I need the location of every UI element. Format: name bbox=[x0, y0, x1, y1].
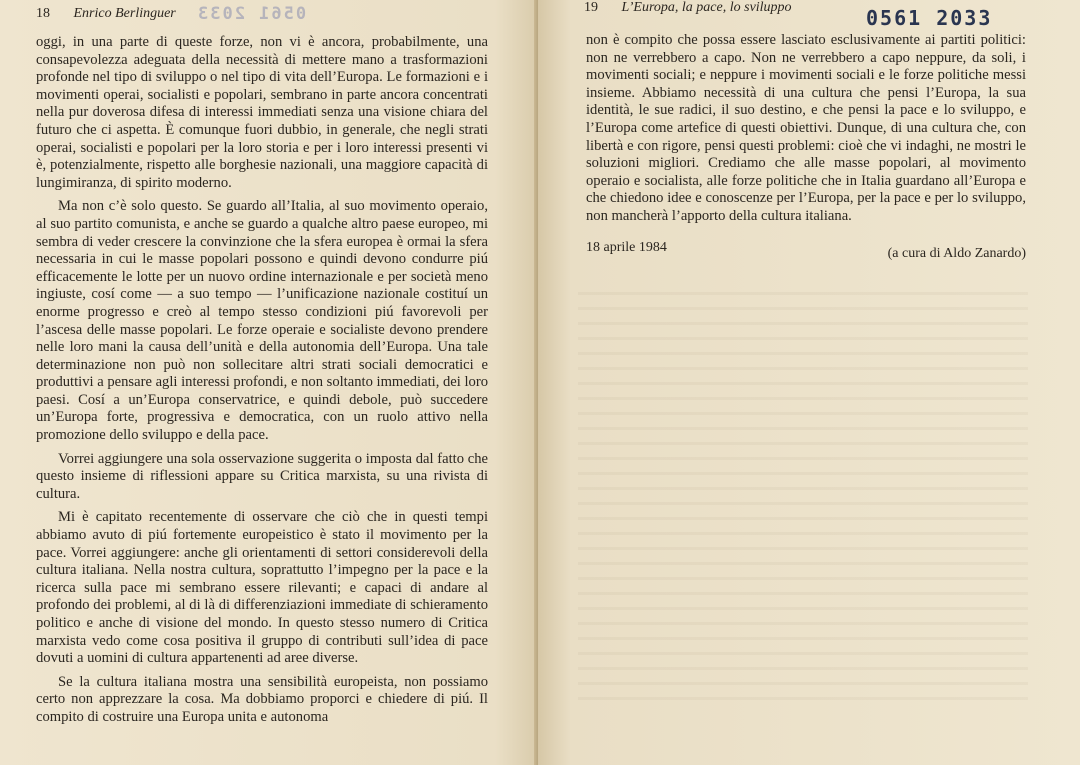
left-running-head bbox=[36, 6, 176, 22]
left-page-number: 18 bbox=[36, 6, 50, 21]
paragraph: oggi, in una parte di queste forze, non vi è ancora, probabilmente, una consapevolezza adeguata della necessità di mettere mano a trasformazioni profonde nel tipo di sviluppo o nel tipo di vita dell’Europa. Le formazioni e i movimenti operai, socialisti e popolari, sembrano in parte ancora concentrati nella pur doverosa difesa di interessi immediati senza una visione chiara del futuro che ci aspetta. È comunque fuori dubbio, in generale, che negli strati operai, socialisti e popolari per la loro storia e per i loro interessi presenti vi è, potenzialmente, rispetto alle borghesie nazionali, una maggiore capacità di lungimiranza, di spirito moderno. bbox=[36, 34, 488, 191]
right-running-head bbox=[584, 0, 792, 16]
left-running-title: Enrico Berlinguer bbox=[73, 6, 176, 21]
editor-credit: (a cura di Aldo Zanardo) bbox=[887, 246, 1026, 261]
right-body-text bbox=[586, 32, 1026, 226]
paragraph: Vorrei aggiungere una sola osservazione suggerita o imposta dal fatto che questo insieme di riflessioni appare su Critica marxista, su una rivista di cultura. bbox=[36, 450, 488, 502]
right-page-number: 19 bbox=[584, 0, 598, 15]
right-running-title: L’Europa, la pace, lo sviluppo bbox=[621, 0, 792, 15]
ghost-stamp: 0561 2033 bbox=[196, 4, 307, 24]
archive-stamp: 0561 2033 bbox=[866, 6, 993, 30]
right-page bbox=[538, 0, 1080, 765]
left-page bbox=[0, 0, 538, 765]
date-line: 18 aprile 1984 bbox=[586, 240, 667, 255]
paragraph: Se la cultura italiana mostra una sensibilità europeista, non possiamo certo non apprezzare la cosa. Ma dobbiamo proporci e chiedere di piú. Il compito di costruire una Europa unita e autonoma bbox=[36, 673, 488, 725]
paragraph: Mi è capitato recentemente di osservare che ciò che in questi tempi abbiamo avuto di piú fortemente europeistico è stato il movimento per la pace. Vorrei aggiungere: anche gli orientamenti di settori considerevoli della cultura italiana. Nella nostra cultura, soprattutto l’impegno per la pace e la ricerca sulla pace mi sembrano essere rilevanti; e capaci di andare al profondo dei problemi, al di là di differenziazioni immediate di schieramento politico e anche di visione del mondo. In questo stesso numero di Critica marxista vedo come cosa positiva il gruppo di contributi sull’idea di pace dovuti a uomini di cultura appartenenti ad aree diverse. bbox=[36, 509, 488, 667]
left-body-text bbox=[36, 34, 488, 727]
paragraph: non è compito che possa essere lasciato esclusivamente ai partiti politici: non ne verrebbero a capo. Non ne verrebbero a capo neppure, da soli, i movimenti sociali; e neppure i movimenti sociali e le forze politiche messi insieme. Abbiamo necessità di una cultura che pensi l’Europa, la sua identità, le sue radici, il suo destino, e che pensi la pace e lo sviluppo, e l’Europa come artefice di questi obiettivi. Dunque, di una cultura che, con libertà e con rigore, pensi questi problemi: cioè che vi indaghi, ne mostri le soluzioni migliori. Crediamo che alle masse popolari, al movimento operaio e socialista, alle forze politiche che in Italia guardano all’Europa e che chiedono idee e conoscenze per l’Europa, per la pace e per lo sviluppo, non mancherà l’apporto della cultura italiana. bbox=[586, 32, 1026, 224]
paragraph: Ma non c’è solo questo. Se guardo all’Italia, al suo movimento operaio, al suo partito comunista, e anche se guardo a qualche altro paese europeo, mi sembra di veder crescere la convinzione che la sfera europea è ormai la sfera necessaria in cui le masse popolari possono e quindi devono condurre piú efficacemente le lotte per un nuovo ordine internazionale e per società meno ingiuste, cosí come — a suo tempo — l’unificazione nazionale costituí un enorme progresso e creò al tempo stesso condizioni piú favorevoli per l’ascesa delle masse popolari. Le forze operaie e socialiste devono prendere nelle loro mani la causa dell’unità e della autonomia dell’Europa. Una tale determinazione non può non sollecitare altri strati sociali democratici e produttivi a pensare agli interessi profondi, e non soltanto immediati, dei loro paesi. Cosí a un’Europa conservatrice, e quindi debole, può succedere un’Europa forte, progressiva e democratica, con un ruolo attivo nella promozione dello sviluppo e della pace. bbox=[36, 198, 488, 444]
show-through-texture bbox=[578, 280, 1028, 700]
